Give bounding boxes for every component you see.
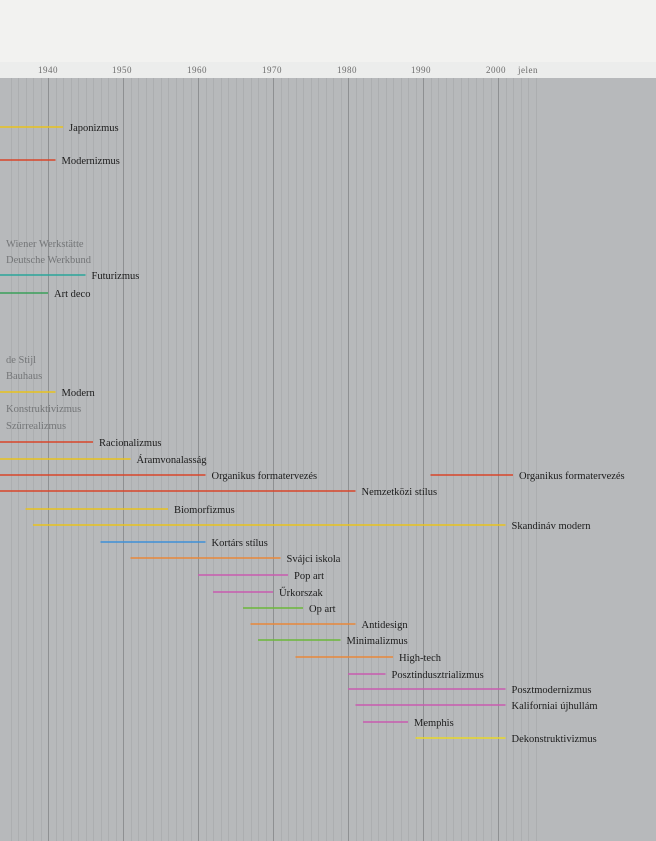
style-label: Konstruktivizmus	[6, 404, 82, 415]
axis-tick-label: 1990	[411, 65, 431, 75]
axis-tick-label: 1970	[262, 65, 282, 75]
style-label: Deutsche Werkbund	[6, 255, 91, 266]
style-label: Szürrealizmus	[6, 421, 67, 432]
style-label: Futurizmus	[91, 271, 140, 282]
style-label: Japonizmus	[69, 123, 119, 134]
axis-labels	[0, 62, 656, 78]
style-label: Áramvonalasság	[136, 455, 207, 466]
style-label: Racionalizmus	[99, 438, 162, 449]
axis-tick-label: 1950	[112, 65, 132, 75]
axis-tick-label: 1960	[187, 65, 207, 75]
axis-tick-label: 2000	[486, 65, 506, 75]
style-label: Kortárs stílus	[211, 538, 268, 549]
axis-tick-label: 1980	[337, 65, 357, 75]
style-label: Wiener Werkstätte	[6, 239, 84, 250]
style-label: Modernizmus	[61, 156, 120, 167]
style-label: Antidesign	[361, 620, 408, 631]
style-label: Organikus formatervezés	[211, 471, 318, 482]
page-header-blank	[0, 0, 656, 62]
axis-tick-label: 1940	[38, 65, 58, 75]
style-label: Posztmodernizmus	[511, 685, 592, 696]
style-label: Memphis	[414, 718, 454, 729]
timeline-chart	[0, 78, 656, 841]
style-label: Dekonstruktivizmus	[511, 734, 597, 745]
style-label: Biomorfizmus	[174, 505, 235, 516]
timeline-plot	[0, 78, 656, 841]
style-label: Bauhaus	[6, 371, 43, 382]
style-label: Posztindusztrializmus	[391, 670, 484, 681]
axis-tick-label: jelen	[518, 65, 538, 75]
style-label: Op art	[309, 604, 336, 615]
style-label: Svájci iskola	[286, 554, 341, 565]
style-label: de Stijl	[6, 355, 37, 366]
style-label: High-tech	[399, 653, 441, 664]
style-label: Nemzetközi stílus	[361, 487, 438, 498]
style-label: Minimalizmus	[346, 636, 408, 647]
style-label: Skandináv modern	[511, 521, 591, 532]
style-label: Modern	[61, 388, 95, 399]
style-label: Űrkorszak	[279, 588, 323, 599]
style-label: Pop art	[294, 571, 325, 582]
style-label: Organikus formatervezés	[519, 471, 625, 482]
style-label: Art deco	[54, 289, 91, 300]
style-label: Kaliforniai újhullám	[511, 701, 598, 712]
